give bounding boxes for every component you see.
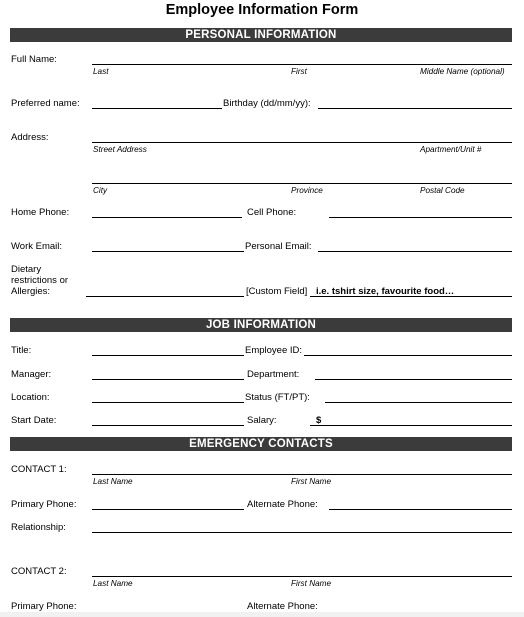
employee-id-label: Employee ID: <box>245 345 303 356</box>
alternate-phone-label: Alternate Phone: <box>247 499 318 510</box>
location-field[interactable] <box>92 402 244 403</box>
province-caption: Province <box>291 186 323 195</box>
cell-phone-field[interactable] <box>329 217 512 218</box>
manager-label: Manager: <box>11 369 52 380</box>
department-label: Department: <box>247 369 300 380</box>
first-caption: First <box>291 67 307 76</box>
section-title: JOB INFORMATION <box>205 319 317 331</box>
form-title: Employee Information Form <box>165 2 359 18</box>
dietary-field[interactable] <box>86 296 244 297</box>
section-header-personal <box>10 28 512 42</box>
preferred-name-label: Preferred name: <box>11 98 80 109</box>
home-phone-field[interactable] <box>92 217 242 218</box>
dietary-label-line3: Allergies: <box>11 286 51 297</box>
street-caption: Street Address <box>93 145 147 154</box>
salary-field[interactable] <box>310 425 512 426</box>
contact2-name-field[interactable] <box>92 576 512 577</box>
work-email-field[interactable] <box>92 251 244 252</box>
personal-email-label: Personal Email: <box>245 241 312 252</box>
salary-label: Salary: <box>247 415 277 426</box>
last-name-caption: Last Name <box>93 579 133 588</box>
status-field[interactable] <box>325 402 512 403</box>
birthday-field[interactable] <box>318 108 512 109</box>
primary-phone-label: Primary Phone: <box>11 499 77 510</box>
employee-id-field[interactable] <box>304 355 512 356</box>
city-province-field[interactable] <box>92 183 512 184</box>
middle-caption: Middle Name (optional) <box>420 67 505 76</box>
dietary-label-line1: Dietary <box>11 264 42 275</box>
start-date-label: Start Date: <box>11 415 57 426</box>
birthday-label: Birthday (dd/mm/yy): <box>223 98 311 109</box>
cell-phone-label: Cell Phone: <box>247 207 297 218</box>
last-name-caption: Last Name <box>93 477 133 486</box>
dietary-label-line2: restrictions or <box>11 275 69 286</box>
full-name-field[interactable] <box>92 64 512 65</box>
start-date-field[interactable] <box>92 425 244 426</box>
first-name-caption: First Name <box>291 477 332 486</box>
currency-symbol: $ <box>316 415 322 426</box>
contact1-name-field[interactable] <box>92 474 512 475</box>
alternate-phone-label: Alternate Phone: <box>247 601 318 612</box>
title-field[interactable] <box>92 355 244 356</box>
manager-field[interactable] <box>92 379 244 380</box>
personal-email-field[interactable] <box>318 251 512 252</box>
contact1-label: CONTACT 1: <box>11 464 67 475</box>
postal-caption: Postal Code <box>420 186 465 195</box>
section-title: PERSONAL INFORMATION <box>185 29 337 41</box>
apt-caption: Apartment/Unit # <box>420 145 482 154</box>
address-label: Address: <box>11 132 49 143</box>
street-address-field[interactable] <box>92 142 512 143</box>
relationship-label: Relationship: <box>11 522 66 533</box>
home-phone-label: Home Phone: <box>11 207 70 218</box>
title-label: Title: <box>11 345 32 356</box>
page-bottom-edge <box>0 612 524 617</box>
primary-phone-label: Primary Phone: <box>11 601 77 612</box>
location-label: Location: <box>11 392 50 403</box>
last-caption: Last <box>93 67 109 76</box>
first-name-caption: First Name <box>291 579 332 588</box>
alternate-phone-field[interactable] <box>329 509 512 510</box>
full-name-label: Full Name: <box>11 54 57 65</box>
contact2-label: CONTACT 2: <box>11 566 67 577</box>
relationship-field[interactable] <box>92 532 512 533</box>
custom-field-hint: i.e. tshirt size, favourite food… <box>316 286 455 297</box>
status-label: Status (FT/PT): <box>245 392 310 403</box>
department-field[interactable] <box>315 379 512 380</box>
primary-phone-field[interactable] <box>92 509 244 510</box>
section-title: EMERGENCY CONTACTS <box>189 438 333 450</box>
section-header-job <box>10 318 512 332</box>
custom-field-label: [Custom Field] <box>246 286 308 297</box>
section-header-emergency <box>10 437 512 451</box>
preferred-name-field[interactable] <box>92 108 222 109</box>
work-email-label: Work Email: <box>11 241 63 252</box>
city-caption: City <box>93 186 108 195</box>
